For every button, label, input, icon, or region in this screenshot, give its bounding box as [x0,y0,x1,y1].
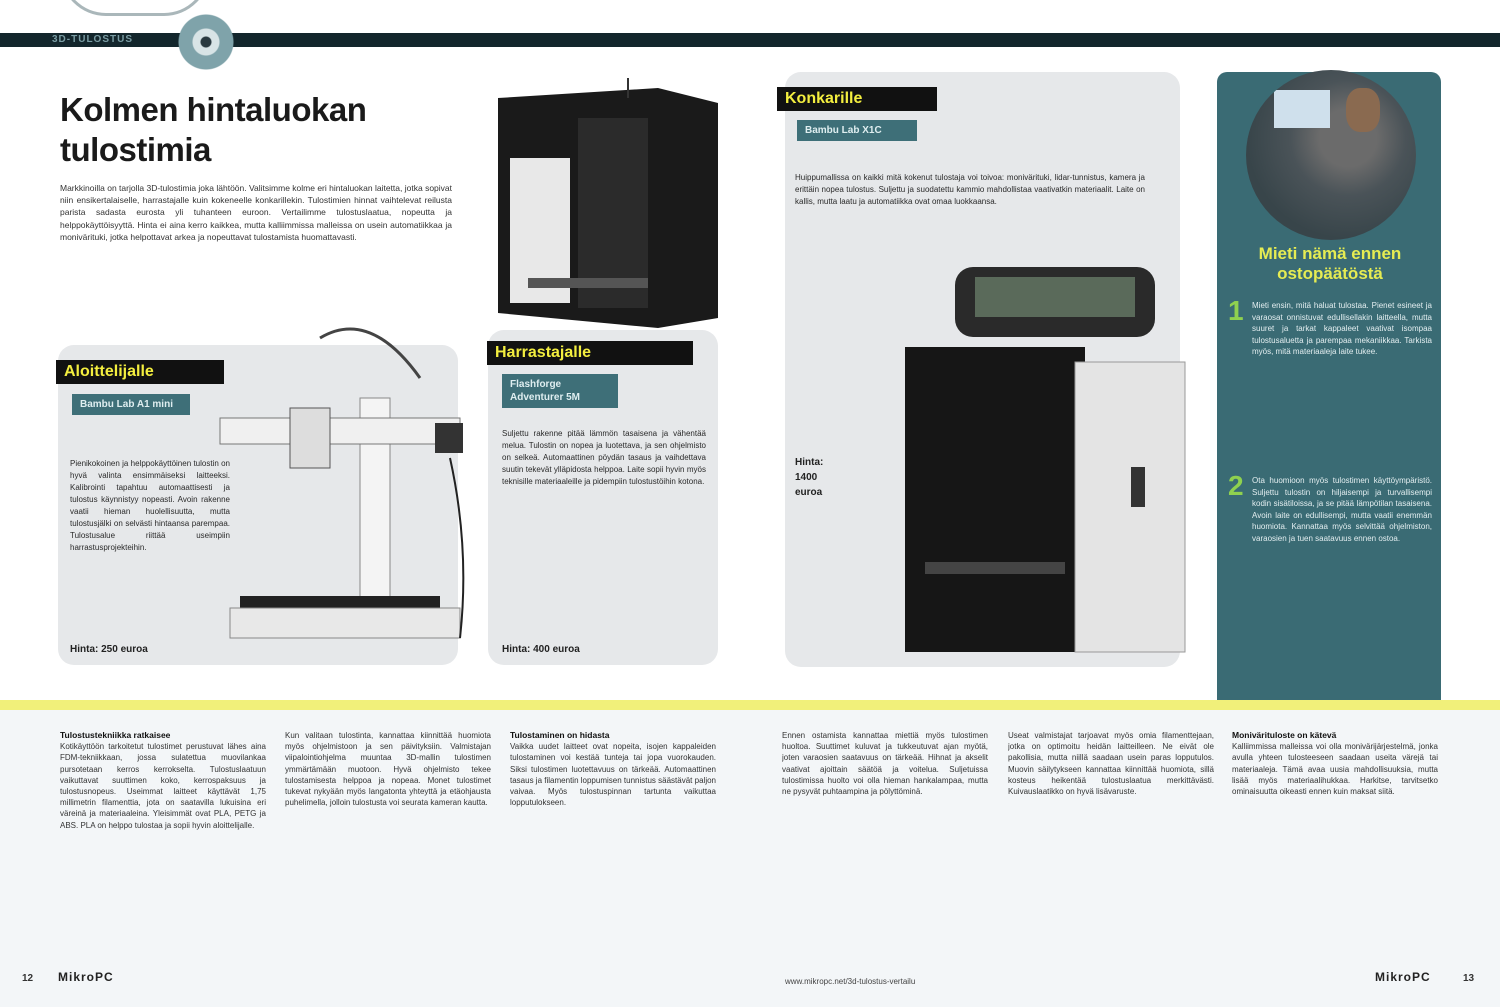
body-column: Kun valitaan tulostinta, kannattaa kiinnittää huomiota myös ohjelmistoon ja sen päivityksiin. Valmistajan viipalointiohjelma muuntaa 3D-mallin tulostimen ymmärtämään muotoon. Hyvä ohjelmisto tekee tulostamisesta helppoa ja nopeaa. Monet tulostimet tukevat nykyään myös langatonta yhteyttä ja etäohjausta puhelimella, jolloin tulostusta voi seurata kameran kautta. [285,731,491,808]
tip-text: Mieti ensin, mitä haluat tulostaa. Pienet esineet ja varaosat onnistuvat edullisellakin laitteella, mutta suuret ja tarkat kappaleet vaativat isompaa tulostusaluetta ja parempaa mekaniikkaa. Tarkista myös, mitä materiaaleja laite tukee. [1252,301,1432,356]
card-description: Pienikokoinen ja helppokäyttöinen tulostin on hyvä valinta ensimmäiseksi laitteeksi. Kalibrointi tapahtuu automaattisesti ja tulostus käynnistyy nopeasti. Avoin rakenne vaatii hieman huolellisuutta, mutta tulostusjälki on selvästi hintaansa parempaa. Tulostusalue riittää useimpiin harrastusprojekteihin. [70,459,230,552]
author-photo [1246,70,1416,240]
body-column: Ennen ostamista kannattaa miettiä myös tulostimen huoltoa. Suuttimet kuluvat ja tukkeutuvat ajan myötä, joten varaosien saatavuus on tärkeää. Hihnat ja akselit vaativat ajoittain säätöä ja voitelua. Suljetuissa tulostimissa huolto voi olla hieman hankalampaa, mutta ne pysyvät puhtaampina ja pölyttöminä. [782,731,988,797]
printer-photo-adventurer5m [488,78,720,333]
divider-line [0,700,1500,710]
model-label: Flashforge Adventurer 5M [500,372,620,410]
printer-photo-a1mini [210,318,470,658]
model-label: Bambu Lab X1C [795,118,919,143]
category-label: Konkarille [777,87,937,111]
tip-number: 2 [1228,470,1244,501]
footer-url: www.mikropc.net/3d-tulostus-vertailu [785,977,916,986]
price-label: Hinta: 250 euroa [70,644,148,655]
price-label: Hinta: 400 euroa [502,644,580,655]
tip-text: Ota huomioon myös tulostimen käyttöympäristö. Suljettu tulostin on hiljaisempi ja turvallisempi kodin sisätiloissa, ja se pitää lämpötilan tasaisena. Avoin laite on edullisempi, mutta vaatii enemmän huomiota. Kannattaa myös selvittää ohjelmiston, varaosien ja tuen saatavuus ennen ostoa. [1252,476,1432,543]
body-column: Tulostaminen on hidasta Vaikka uudet laitteet ovat nopeita, isojen kappaleiden tulostaminen voi kestää tunteja tai jopa vuorokauden. Siksi tulostimen luotettavuus on tärkeää. Automaattinen tasaus ja filamentin loppumisen tunnistus säästävät paljon vaivaa. Myös tulostuspinnan tartunta vaikuttaa lopputulokseen. [510,730,716,808]
magazine-logo: MikroPC [58,970,114,984]
body-column: Useat valmistajat tarjoavat myös omia filamenttejaan, jotka on optimoitu heidän laitteilleen. Ne eivät ole pakollisia, mutta niillä saadaan usein paras lopputulos. Muovin säilytykseen kannattaa kiinnittää huomiota, sillä kosteus heikentää tulostuslaatua merkittävästi. Kuivauslaatikko on hyvä lisävaruste. [1008,731,1214,797]
card-description: Huippumallissa on kaikki mitä kokenut tulostaja voi toivoa: monivärituki, lidar-tunnistus, kamera ja erittäin nopea tulostus. Suljettu ja suodatettu kammio mahdollistaa vaativatkin materiaalit. Laite on kallis, mutta laatu ja automatiikka ovat omaa luokkaansa. [795,173,1145,206]
model-label: Bambu Lab A1 mini [70,392,192,417]
section-tag: 3D-TULOSTUS [52,34,133,45]
body-column: Tulostustekniikka ratkaisee Kotikäyttöön tarkoitetut tulostimet perustuvat lähes aina FDM-tekniikkaan, jossa sulatettua muovilankaa pursotetaan kerros kerrokselta. Tulostuslaatuun vaikuttavat suuttimen koko, kerrospaksuus ja tulostusnopeus. Useimmat laitteet käyttävät 1,75 millimetrin filamenttia, jota on saatavilla lukuisina eri väreinä ja materiaaleina. Yleisimmät ovat PLA, PETG ja ABS. PLA on helppo tulostaa ja sopii hyvin aloittelijalle. [60,730,266,830]
tip-number: 1 [1228,295,1244,326]
gear-icon [178,14,234,70]
page-number-right: 13 [1463,973,1475,984]
article-title: Kolmen hintaluokan tulostimia [60,91,367,168]
body-column: Monivärituloste on kätevä Kalliimmissa malleissa voi olla monivärijärjestelmä, jonka avulla yhteen tulosteeseen saadaan useita värejä tai materiaaleja. Tämä avaa uusia mahdollisuuksia, mutta lisää myös materiaalihukkaa. Harkitse, tarvitsetko ominaisuutta oikeasti ennen kuin maksat siitä. [1232,730,1438,797]
article-intro: Markkinoilla on tarjolla 3D-tulostimia joka lähtöön. Valitsimme kolme eri hintaluokan laitetta, jotka sopivat niin ensikertalaiselle, harrastajalle kuin kokeneelle konkarillekin. Tulostimien hinnat vaihtelevat reilusta parista sadasta eurosta yli tuhanteen euroon. Vertailimme tulostuslaatua, nopeutta ja helppokäyttöisyyttä. Hinta ei aina kerro kaikkea, mutta kalliimmissa malleissa on usein automatiikkaa ja monivärituki, jotka helpottavat arkea ja nopeuttavat tulostamista huomattavasti. [60,183,452,242]
page-number-left: 12 [22,973,34,984]
category-label: Harrastajalle [487,341,693,365]
price-label: Hinta: 1400 euroa [795,457,824,498]
printer-photo-x1c [895,262,1190,662]
category-label: Aloittelijalle [56,360,224,384]
card-description: Suljettu rakenne pitää lämmön tasaisena ja vähentää melua. Tulostin on nopea ja luotettava, ja sen ohjelmisto on selkeä. Automaattinen pöydän tasaus ja vaihdettava suutin tekevät ylläpidosta helppoa. Laite sopii hyvin myös teknisille materiaaleille ja pidempiin tulostustöihin kotona. [502,429,706,486]
magazine-logo: MikroPC [1375,970,1431,984]
sidebar-title: Mieti nämä ennen ostopäätöstä [1258,244,1402,283]
decorative-arc [60,0,210,16]
